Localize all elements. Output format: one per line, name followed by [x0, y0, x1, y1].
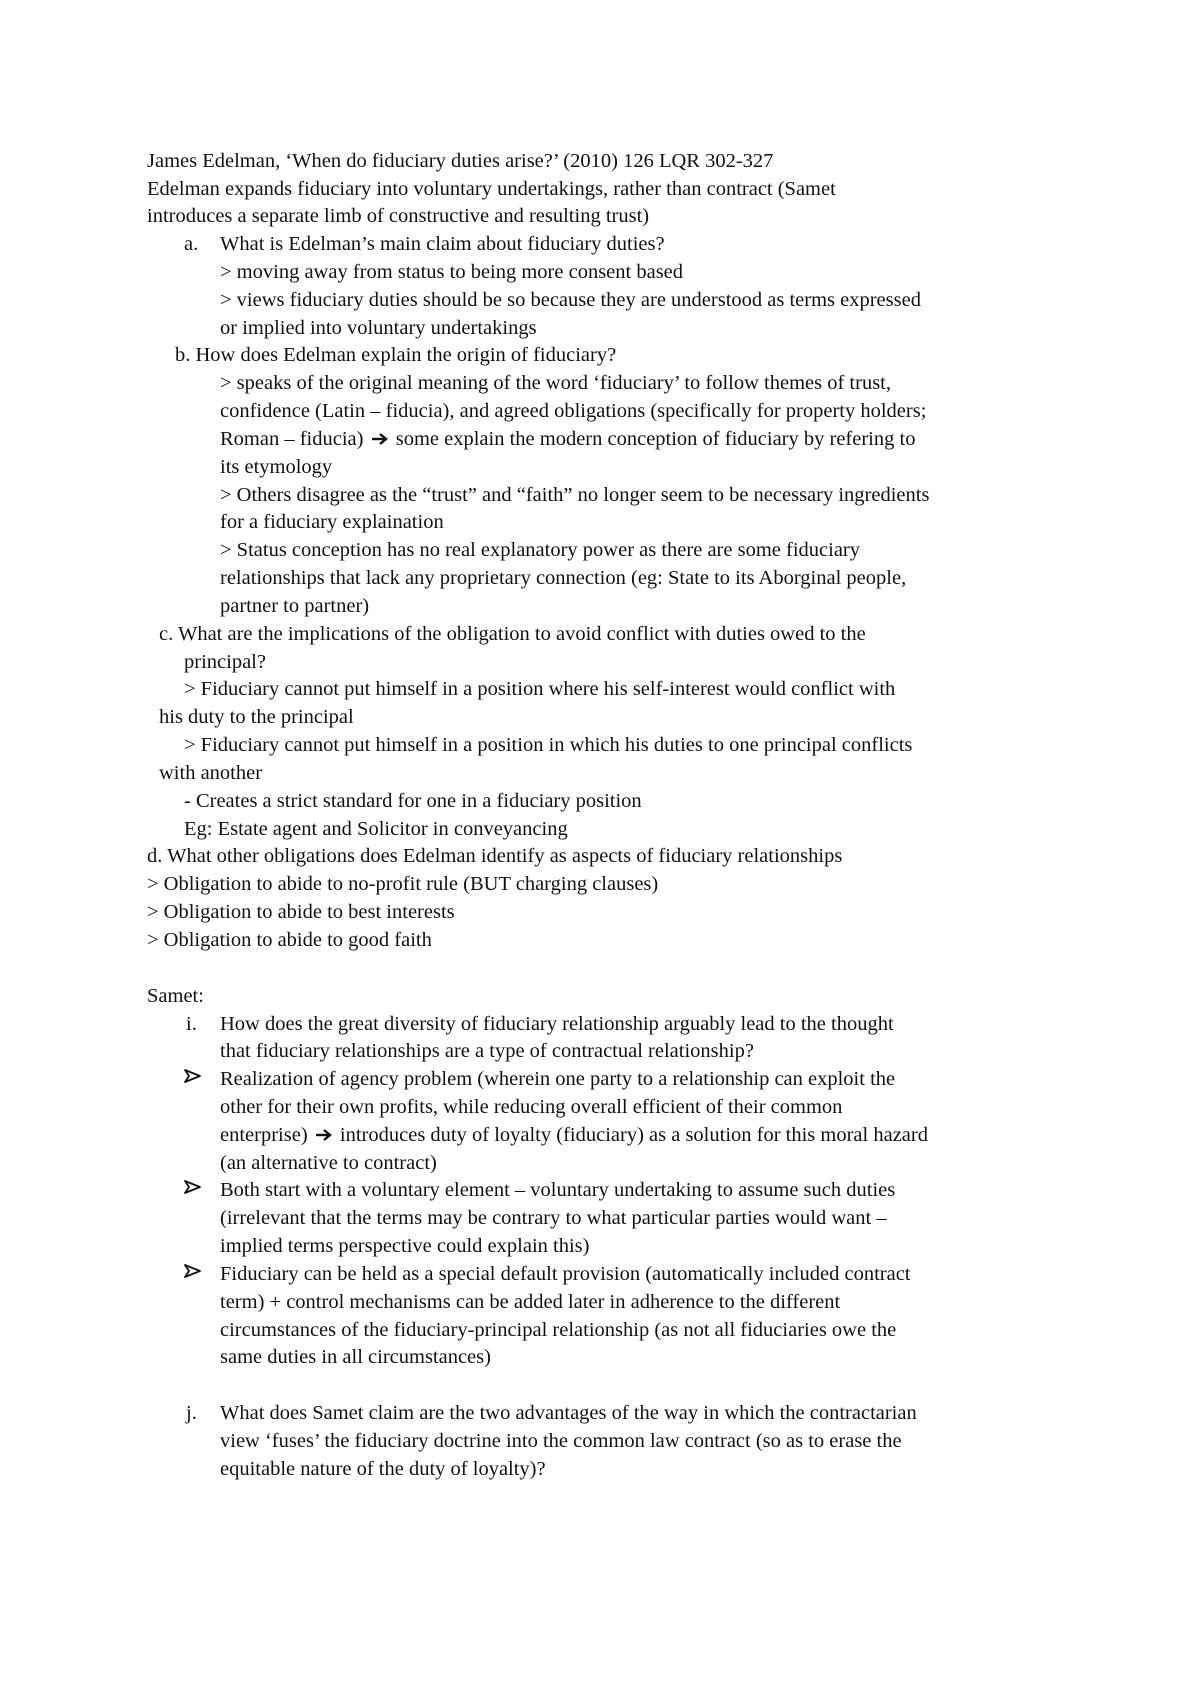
- item-a-marker: a.: [184, 233, 199, 255]
- item-b-answer-2: confidence (Latin – fiducia), and agreed obligations (specifically for property holders;: [220, 400, 927, 422]
- item-j-question-1: What does Samet claim are the two advantages of the way in which the contractarian: [220, 1402, 917, 1424]
- arrowhead-bullet-icon: [183, 1067, 203, 1085]
- intro-line-1: Edelman expands fiduciary into voluntary undertakings, rather than contract (Samet: [147, 178, 836, 200]
- bullet-1-line-3: [220, 1121, 928, 1149]
- bullet-1-line-3-pre: enterprise): [220, 1124, 308, 1146]
- item-c-answer-3: > Fiduciary cannot put himself in a position in which his duties to one principal conflicts: [184, 734, 913, 756]
- bullet-2-marker: [183, 1176, 203, 1204]
- item-a-answer-2: > views fiduciary duties should be so because they are understood as terms expressed: [220, 289, 921, 311]
- item-i-question-2: that fiduciary relationships are a type of contractual relationship?: [220, 1040, 754, 1062]
- item-d-question: d. What other obligations does Edelman identify as aspects of fiduciary relationships: [147, 845, 843, 867]
- bullet-3-line-4: same duties in all circumstances): [220, 1346, 491, 1368]
- arrowhead-bullet-icon: [183, 1262, 203, 1280]
- item-b-answer-8: relationships that lack any proprietary connection (eg: State to its Aborginal people,: [220, 567, 907, 589]
- item-i-marker: i.: [186, 1013, 197, 1035]
- samet-heading: Samet:: [147, 985, 204, 1007]
- item-d-answer-3: > Obligation to abide to good faith: [147, 929, 432, 951]
- item-c-question-2: principal?: [184, 651, 266, 673]
- right-arrow-icon: [371, 432, 389, 446]
- bullet-2-line-1: Both start with a voluntary element – voluntary undertaking to assume such duties: [220, 1179, 896, 1201]
- item-b-answer-3: [220, 425, 915, 453]
- item-b-answer-5: > Others disagree as the “trust” and “faith” no longer seem to be necessary ingredients: [220, 484, 930, 506]
- item-j-question-2: view ‘fuses’ the fiduciary doctrine into the common law contract (so as to erase the: [220, 1430, 902, 1452]
- item-c-answer-1: > Fiduciary cannot put himself in a position where his self-interest would conflict with: [184, 678, 896, 700]
- item-c-answer-6: Eg: Estate agent and Solicitor in conveyancing: [184, 818, 568, 840]
- bullet-3-line-2: term) + control mechanisms can be added later in adherence to the different: [220, 1291, 841, 1313]
- item-d-answer-1: > Obligation to abide to no-profit rule (BUT charging clauses): [147, 873, 659, 895]
- bullet-1-line-4: (an alternative to contract): [220, 1152, 437, 1174]
- item-b-question: b. How does Edelman explain the origin of fiduciary?: [175, 344, 617, 366]
- item-b-answer-3-post: some explain the modern conception of fiduciary by refering to: [395, 428, 916, 450]
- item-b-answer-3-pre: Roman – fiducia): [220, 428, 364, 450]
- bullet-3-line-1: Fiduciary can be held as a special default provision (automatically included contract: [220, 1263, 911, 1285]
- bullet-3-marker: [183, 1260, 203, 1288]
- item-b-answer-9: partner to partner): [220, 595, 370, 617]
- item-a-question: What is Edelman’s main claim about fiduciary duties?: [220, 233, 665, 255]
- bullet-3-line-3: circumstances of the fiduciary-principal relationship (as not all fiduciaries owe the: [220, 1319, 897, 1341]
- item-a-answer-3: or implied into voluntary undertakings: [220, 317, 537, 339]
- item-a-answer-1: > moving away from status to being more consent based: [220, 261, 684, 283]
- item-b-answer-7: > Status conception has no real explanatory power as there are some fiduciary: [220, 539, 860, 561]
- item-b-answer-1: > speaks of the original meaning of the word ‘fiduciary’ to follow themes of trust,: [220, 372, 891, 394]
- bullet-1-line-3-post: introduces duty of loyalty (fiduciary) as a solution for this moral hazard: [339, 1124, 928, 1146]
- item-c-answer-2: his duty to the principal: [159, 706, 354, 728]
- intro-line-2: introduces a separate limb of constructive and resulting trust): [147, 205, 650, 227]
- bullet-2-line-3: implied terms perspective could explain this): [220, 1235, 590, 1257]
- right-arrow-icon: [315, 1128, 333, 1142]
- item-c-answer-5: - Creates a strict standard for one in a fiduciary position: [184, 790, 642, 812]
- item-j-question-3: equitable nature of the duty of loyalty)?: [220, 1458, 546, 1480]
- item-i-question-1: How does the great diversity of fiduciary relationship arguably lead to the thought: [220, 1013, 894, 1035]
- item-c-answer-4: with another: [159, 762, 263, 784]
- item-b-answer-6: for a fiduciary explaination: [220, 511, 444, 533]
- bullet-1-marker: [183, 1065, 203, 1093]
- citation-line: James Edelman, ‘When do fiduciary duties arise?’ (2010) 126 LQR 302-327: [147, 150, 774, 172]
- item-j-marker: j.: [186, 1402, 197, 1424]
- item-d-answer-2: > Obligation to abide to best interests: [147, 901, 455, 923]
- item-b-answer-4: its etymology: [220, 456, 333, 478]
- bullet-2-line-2: (irrelevant that the terms may be contrary to what particular parties would want –: [220, 1207, 887, 1229]
- bullet-1-line-1: Realization of agency problem (wherein one party to a relationship can exploit the: [220, 1068, 896, 1090]
- bullet-1-line-2: other for their own profits, while reducing overall efficient of their common: [220, 1096, 843, 1118]
- arrowhead-bullet-icon: [183, 1178, 203, 1196]
- item-c-question-1: c. What are the implications of the obligation to avoid conflict with duties owed to the: [159, 623, 866, 645]
